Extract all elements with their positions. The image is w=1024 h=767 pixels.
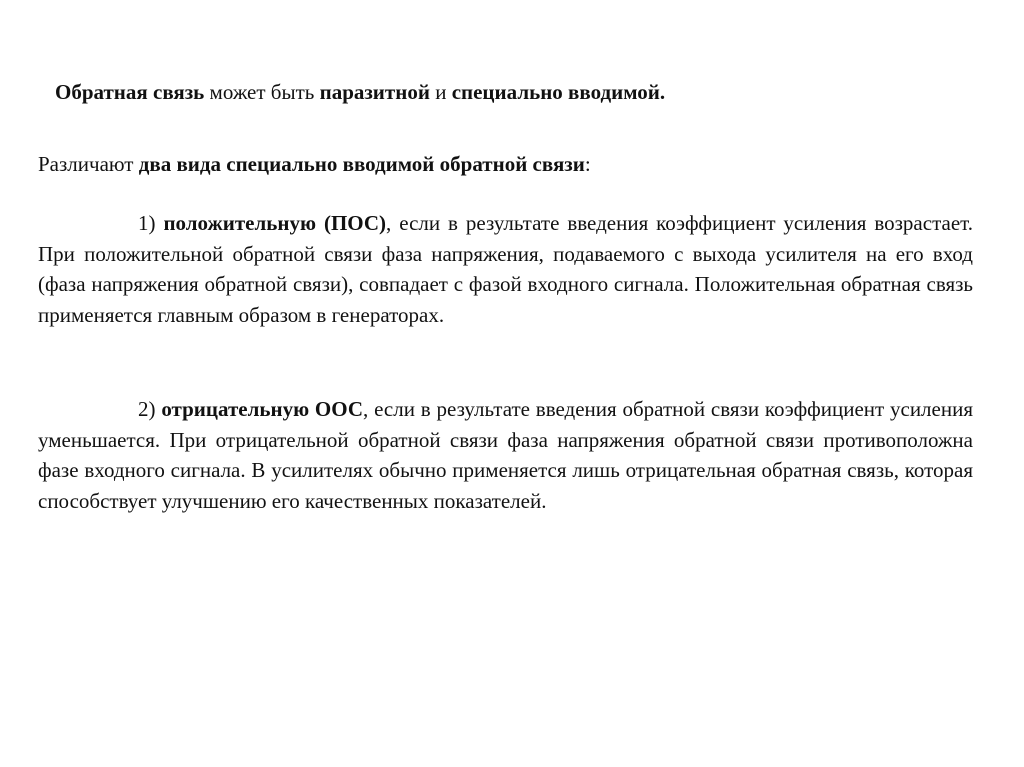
intro-bold-feedback: Обратная связь [55, 80, 205, 104]
intro-bold-parasitic: паразитной [319, 80, 430, 104]
intro-text-and: и [429, 80, 452, 104]
item2-bold-term: отрицательную ООС [161, 397, 364, 421]
positive-feedback-paragraph [38, 208, 973, 330]
intro-text-may-be: может быть [204, 80, 320, 104]
item1-bold-term: положительную (ПОС) [163, 211, 387, 235]
intro-sentence [55, 78, 665, 106]
item1-number: 1) [138, 211, 164, 235]
intro-bold-intentional: специально вводимой. [451, 80, 666, 104]
item2-text: , если в результате введения обратной связи коэффициент усиления уменьшается. При отрицательной обратной связи фаза напряжения обратной связи противоположна фазе входного сигнала. В усилителях обычно применяется лишь отрицательная обратная связь, которая способствует улучшению его качественных показателей. [38, 397, 973, 513]
negative-feedback-paragraph [38, 394, 973, 516]
item2-number: 2) [138, 397, 162, 421]
item1-text: , если в результате введения коэффициент усиления возрастает. При положительной обратной связи фаза напряжения, подаваемого с выхода усилителя на его вход (фаза напряжения обратной связи), совпадает с фазой входного сигнала. Положительная обратная связь применяется главным образом в генераторах. [38, 211, 974, 327]
types-bold-two-kinds: два вида специально вводимой обратной связи [138, 152, 585, 176]
types-sentence [38, 150, 591, 178]
types-colon: : [584, 152, 591, 176]
types-text-distinguish: Различают [38, 152, 139, 176]
